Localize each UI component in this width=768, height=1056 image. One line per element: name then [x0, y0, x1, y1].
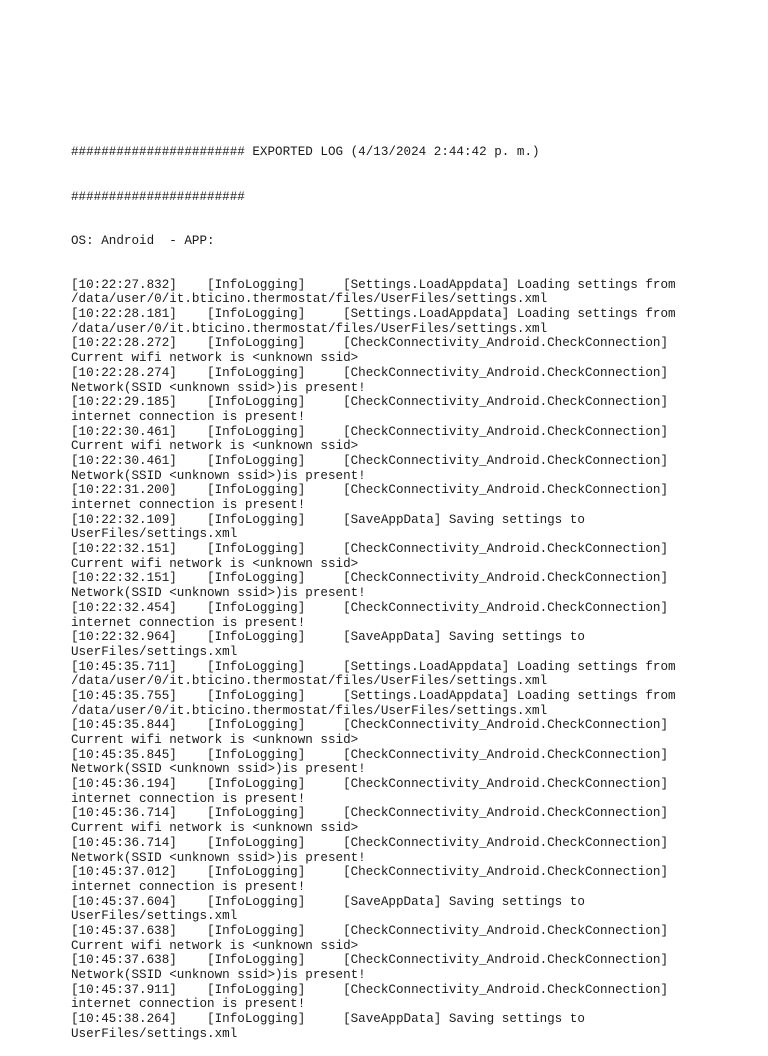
log-document	[71, 116, 761, 1056]
log-line: /data/user/0/it.bticino.thermostat/files/UserFiles/settings.xml	[71, 321, 548, 336]
log-line: /data/user/0/it.bticino.thermostat/files/UserFiles/settings.xml	[71, 674, 548, 689]
log-header-title: ####################### EXPORTED LOG (4/13/2024 2:44:42 p. m.)	[71, 145, 540, 160]
log-line: [10:45:35.755] [InfoLogging] [Settings.LoadAppdata] Loading settings from	[71, 688, 676, 703]
log-line: [10:22:32.151] [InfoLogging] [CheckConnectivity_Android.CheckConnection]	[71, 571, 669, 586]
log-line: internet connection is present!	[71, 409, 306, 424]
log-line: Current wifi network is <unknown ssid>	[71, 938, 359, 953]
log-line: [10:45:36.714] [InfoLogging] [CheckConnectivity_Android.CheckConnection]	[71, 835, 669, 850]
log-line: [10:45:37.638] [InfoLogging] [CheckConnectivity_Android.CheckConnection]	[71, 953, 669, 968]
log-line: internet connection is present!	[71, 498, 306, 512]
log-line: [10:45:38.264] [InfoLogging] [SaveAppData] Saving settings to	[71, 1012, 585, 1027]
log-line: [10:45:36.194] [InfoLogging] [CheckConnectivity_Android.CheckConnection]	[71, 777, 669, 792]
log-line: internet connection is present!	[71, 997, 306, 1012]
log-line: Current wifi network is <unknown ssid>	[71, 439, 359, 454]
log-line: [10:22:31.200] [InfoLogging] [CheckConnectivity_Android.CheckConnection]	[71, 483, 669, 498]
log-line: [10:45:35.845] [InfoLogging] [CheckConnectivity_Android.CheckConnection]	[71, 747, 669, 762]
log-line: [10:45:37.911] [InfoLogging] [CheckConnectivity_Android.CheckConnection]	[71, 982, 669, 997]
log-line: [10:22:32.454] [InfoLogging] [CheckConnectivity_Android.CheckConnection]	[71, 600, 669, 615]
log-line: Current wifi network is <unknown ssid>	[71, 351, 359, 366]
log-line: UserFiles/settings.xml	[71, 1026, 238, 1041]
log-line: Network(SSID <unknown ssid>)is present!	[71, 762, 366, 777]
log-line: [10:45:36.714] [InfoLogging] [CheckConnectivity_Android.CheckConnection]	[71, 806, 669, 821]
log-line: [10:22:28.272] [InfoLogging] [CheckConnectivity_Android.CheckConnection]	[71, 336, 669, 351]
log-line: [10:22:27.832] [InfoLogging] [Settings.LoadAppdata] Loading settings from	[71, 277, 676, 292]
log-line: Network(SSID <unknown ssid>)is present!	[71, 968, 366, 982]
log-line: Network(SSID <unknown ssid>)is present!	[71, 380, 366, 395]
log-line: UserFiles/settings.xml	[71, 644, 238, 659]
log-line: Network(SSID <unknown ssid>)is present!	[71, 468, 366, 483]
log-line: Current wifi network is <unknown ssid>	[71, 733, 359, 747]
log-line: internet connection is present!	[71, 879, 306, 894]
log-line: [10:22:32.109] [InfoLogging] [SaveAppData] Saving settings to	[71, 512, 585, 527]
log-line: internet connection is present!	[71, 791, 306, 806]
log-line: [10:45:37.638] [InfoLogging] [CheckConnectivity_Android.CheckConnection]	[71, 923, 669, 938]
log-header-rule: #######################	[71, 189, 245, 204]
log-line: internet connection is present!	[71, 615, 306, 630]
log-line: [10:22:29.185] [InfoLogging] [CheckConnectivity_Android.CheckConnection]	[71, 395, 669, 410]
log-line: [10:22:28.274] [InfoLogging] [CheckConnectivity_Android.CheckConnection]	[71, 365, 669, 380]
log-line: [10:45:35.711] [InfoLogging] [Settings.LoadAppdata] Loading settings from	[71, 659, 676, 674]
log-line: Current wifi network is <unknown ssid>	[71, 821, 359, 836]
log-line: [10:45:37.604] [InfoLogging] [SaveAppData] Saving settings to	[71, 894, 585, 909]
log-line: [10:22:32.964] [InfoLogging] [SaveAppData] Saving settings to	[71, 630, 585, 645]
log-line: Current wifi network is <unknown ssid>	[71, 556, 359, 571]
log-line: UserFiles/settings.xml	[71, 527, 238, 542]
log-line: [10:22:28.181] [InfoLogging] [Settings.LoadAppdata] Loading settings from	[71, 307, 676, 322]
log-line: [10:45:35.844] [InfoLogging] [CheckConnectivity_Android.CheckConnection]	[71, 718, 669, 733]
log-line: Network(SSID <unknown ssid>)is present!	[71, 586, 366, 601]
log-line: [10:45:37.012] [InfoLogging] [CheckConnectivity_Android.CheckConnection]	[71, 865, 669, 880]
log-line: UserFiles/settings.xml	[71, 909, 238, 924]
log-line: /data/user/0/it.bticino.thermostat/files/UserFiles/settings.xml	[71, 292, 548, 307]
log-line: [10:22:30.461] [InfoLogging] [CheckConnectivity_Android.CheckConnection]	[71, 424, 669, 439]
log-line: [10:22:30.461] [InfoLogging] [CheckConnectivity_Android.CheckConnection]	[71, 453, 669, 468]
log-line: Network(SSID <unknown ssid>)is present!	[71, 850, 366, 865]
log-os-info: OS: Android - APP:	[71, 233, 215, 248]
log-entries	[71, 278, 761, 1042]
log-line: [10:22:32.151] [InfoLogging] [CheckConnectivity_Android.CheckConnection]	[71, 542, 669, 557]
log-line: /data/user/0/it.bticino.thermostat/files/UserFiles/settings.xml	[71, 703, 548, 718]
